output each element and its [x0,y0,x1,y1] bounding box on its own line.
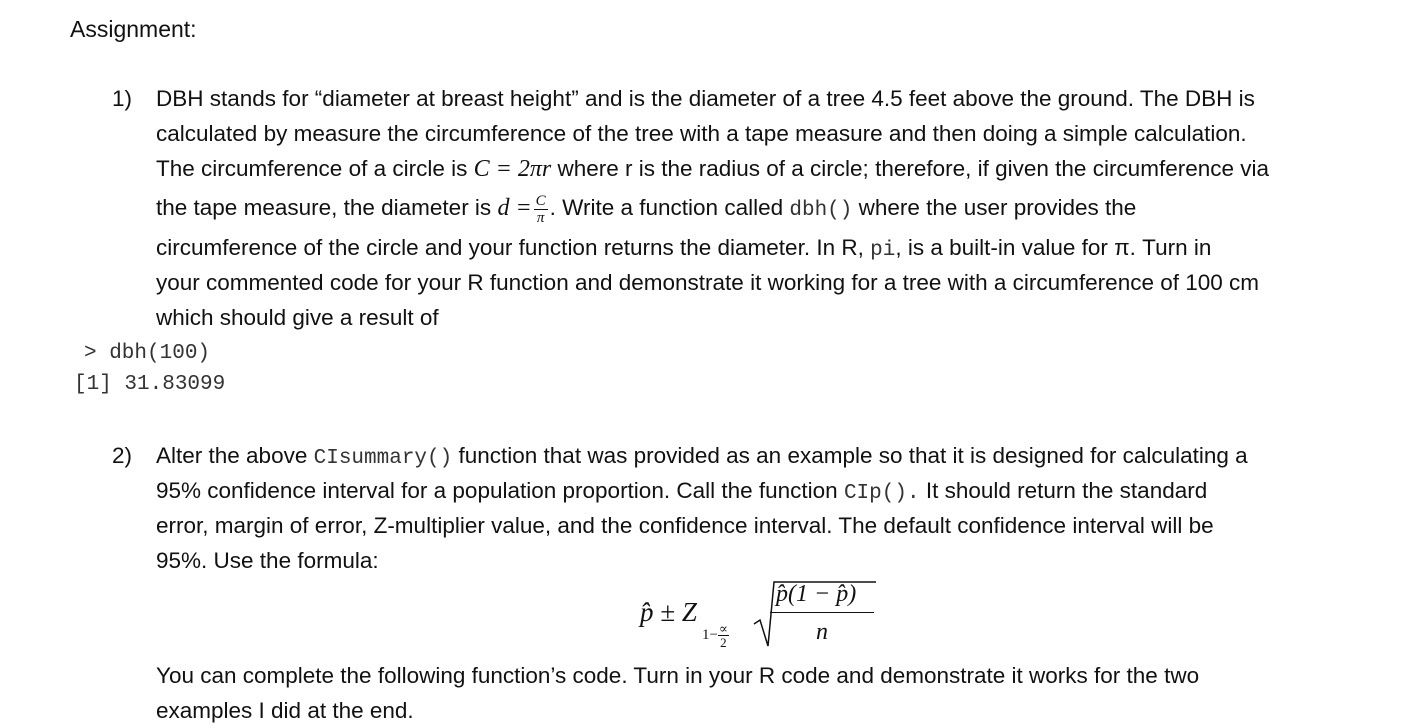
subscript-fraction [718,622,729,649]
diameter-variable: d = [497,195,532,221]
diameter-fraction [534,193,548,226]
fraction-numerator: C [535,192,546,209]
fraction-denominator: π [536,209,545,226]
code-output-line-2: [1] 31.83099 [74,373,226,396]
subscript-prefix: 1− [702,626,718,643]
question-2-number: 2) [112,443,133,468]
code-output-line-1: > dbh(100) [84,342,211,365]
text-segment: function that was provided as an example so that it is designed for calculating a [452,443,1248,468]
question-2-tail-line-1: You can complete the following function’s code. Turn in your R code and demonstrate it works for the two [156,663,1200,688]
formula-denominator: n [816,619,828,645]
text-segment: The circumference of a circle is [156,156,474,181]
formula-phat-plus-minus-z: p̂ ± Z [640,597,697,627]
text-segment: circumference of the circle and your function returns the diameter. In R, [156,235,871,260]
question-1-line-2: calculated by measure the circumference of the tree with a tape measure and then doing a simple calculation. [156,121,1247,146]
question-1-line-6: your commented code for your R function and demonstrate it working for a tree with a circumference of 100 cm [156,270,1260,295]
formula-z-subscript [702,622,729,649]
cisummary-code: CIsummary() [313,447,453,470]
question-1-body [156,81,1402,335]
question-1-line-7: which should give a result of [156,305,439,330]
question-1-line-5 [156,230,1402,265]
text-segment: where r is the radius of a circle; therefore, if given the circumference via [551,156,1270,181]
subscript-numerator: ∝ [718,621,728,636]
text-segment: . Write a function called [549,195,790,220]
question-1-line-4 [156,186,1402,230]
question-2-body [156,438,1402,578]
text-segment: the tape measure, the diameter is [156,195,498,220]
confidence-interval-formula [636,578,896,658]
circumference-formula: C = 2πr [473,156,552,182]
question-1-line-3 [156,151,1402,186]
text-segment: , is a built-in value for π. Turn in [895,235,1212,260]
question-2-line-1 [156,438,1402,473]
cip-code: CIp(). [843,482,920,505]
question-2-line-2 [156,473,1402,508]
formula-numerator: p̂(1 − p̂) [776,581,857,607]
question-2-line-3: error, margin of error, Z-multiplier value, and the confidence interval. The default confidence interval will be [156,513,1214,538]
question-1-number: 1) [112,86,133,111]
question-2-tail [156,658,1402,728]
pi-code: pi [870,239,896,262]
text-segment: where the user provides the [852,195,1137,220]
subscript-denominator: 2 [720,635,727,650]
text-segment: It should return the standard [919,478,1208,503]
text-segment: 95% confidence interval for a population proportion. Call the function [156,478,844,503]
question-2-tail-line-2: examples I did at the end. [156,698,414,723]
formula-fraction-bar [770,612,874,613]
dbh-function-code: dbh() [789,199,853,222]
text-segment: Alter the above [156,443,314,468]
question-1-line-1: DBH stands for “diameter at breast height” and is the diameter of a tree 4.5 feet above the ground. The DBH is [156,86,1255,111]
question-2-line-4: 95%. Use the formula: [156,548,379,573]
assignment-heading: Assignment: [70,16,197,42]
